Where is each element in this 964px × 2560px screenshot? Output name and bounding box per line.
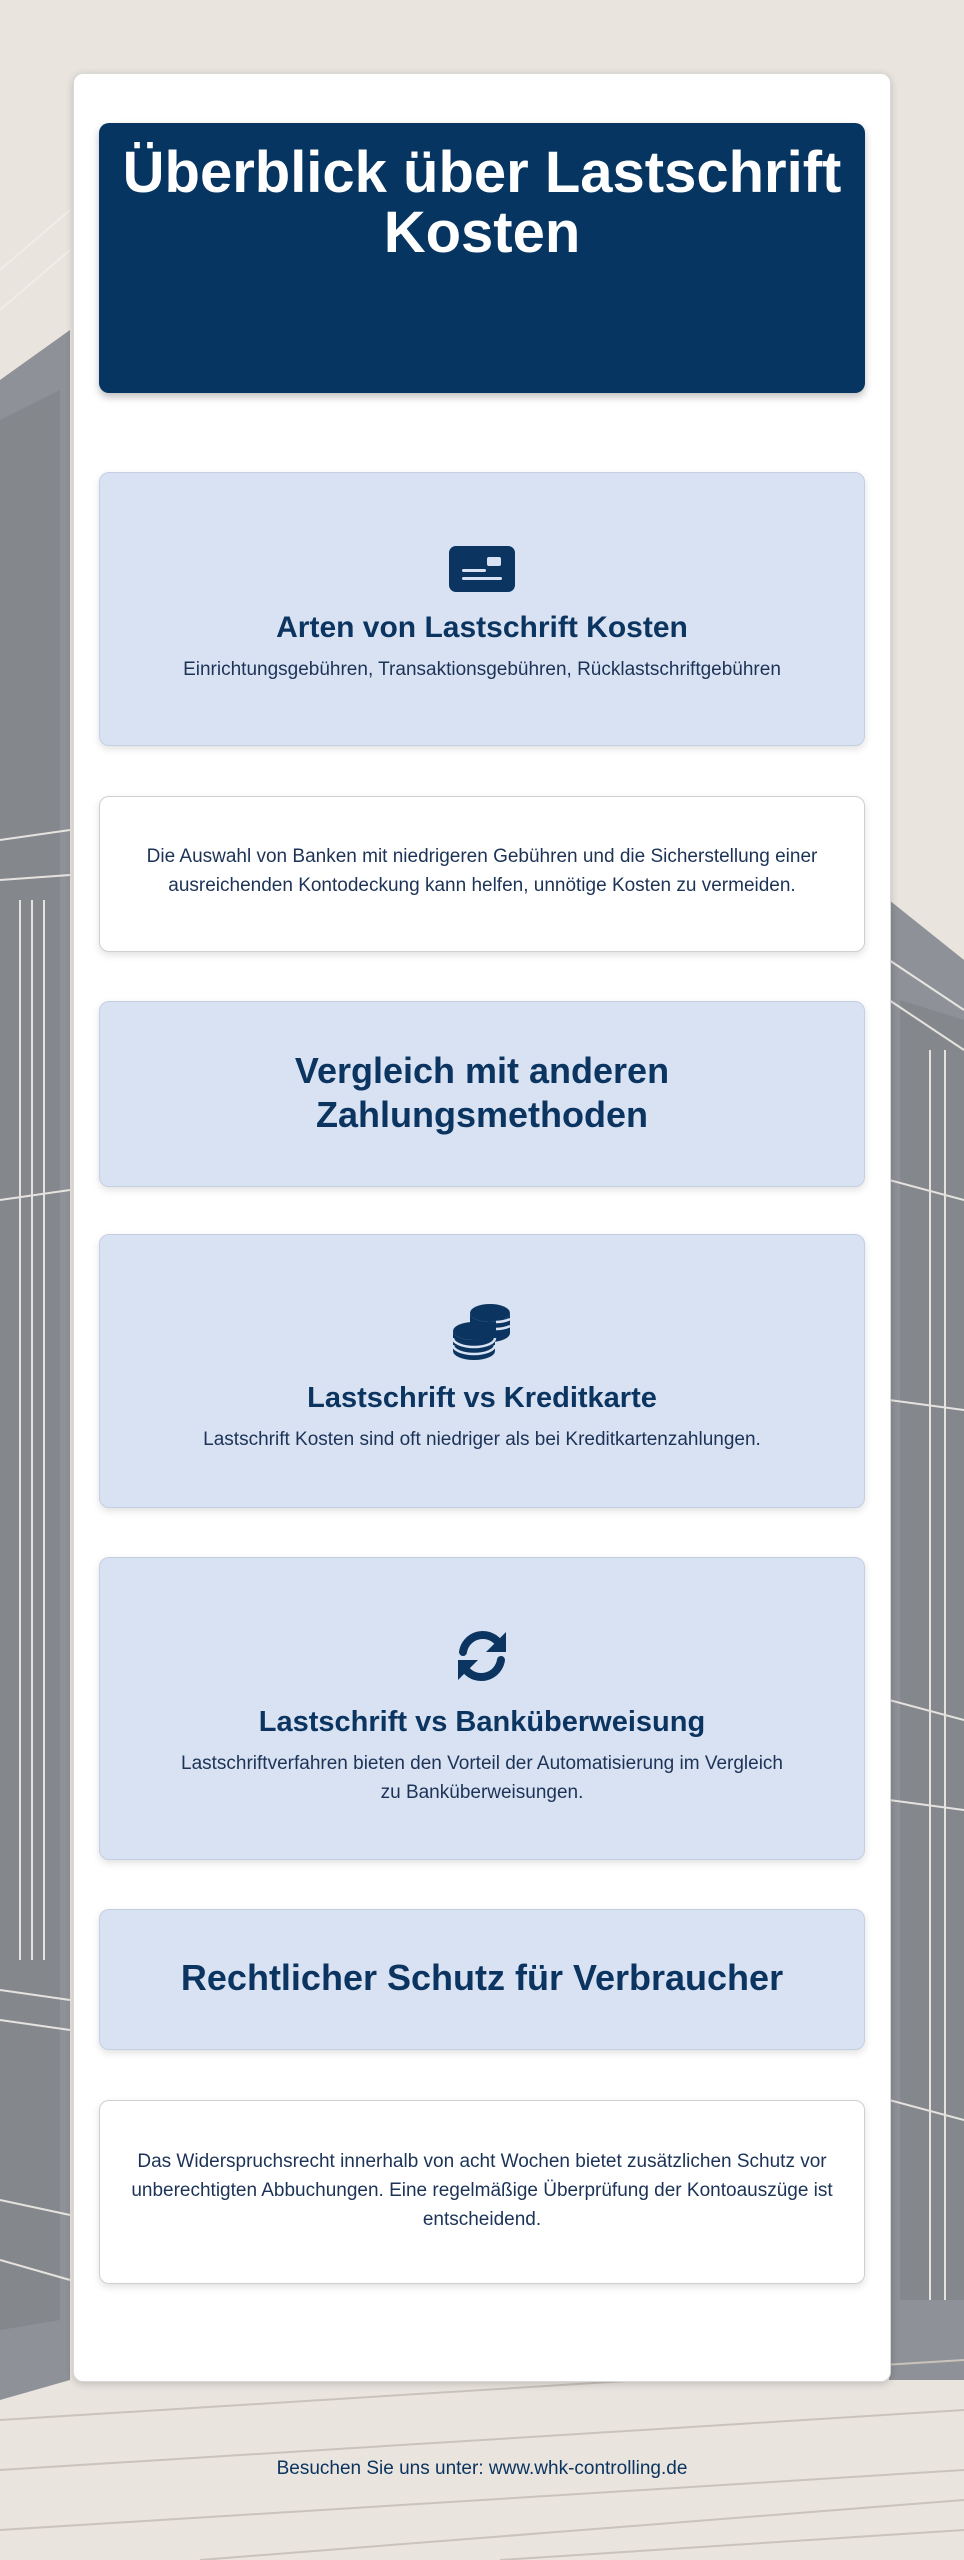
section-text: Lastschriftverfahren bieten den Vorteil der Automatisierung im Vergleich zu Banküberweisungen.: [181, 1753, 783, 1803]
section-legal-heading: [99, 1909, 865, 2050]
section-heading: Rechtlicher Schutz für Verbraucher: [180, 1957, 784, 1998]
section-text: Das Widerspruchsrecht innerhalb von acht Wochen bietet zusätzlichen Schutz vor unberechtigten Abbuchungen. Eine regelmäßige Überprüfung der Kontoauszüge ist entscheidend.: [131, 2151, 833, 2230]
footer-text: Besuchen Sie uns unter: www.whk-controlling.de: [276, 2458, 688, 2479]
section-title: Lastschrift vs Kreditkarte: [307, 1382, 657, 1414]
section-title: Arten von Lastschrift Kosten: [276, 611, 688, 644]
section-legal: [99, 2100, 865, 2284]
section-text: Einrichtungsgebühren, Transaktionsgebühren, Rücklastschriftgebühren: [183, 659, 781, 680]
section-tip: [99, 796, 865, 952]
content-card: [73, 73, 891, 2382]
section-text: Die Auswahl von Banken mit niedrigeren Gebühren und die Sicherstellung einer ausreichenden Kontodeckung kann helfen, unnötige Kosten zu vermeiden.: [146, 846, 818, 896]
section-heading: Vergleich mit anderen Zahlungsmethoden: [294, 1050, 670, 1135]
section-vs-credit-card: [99, 1234, 865, 1508]
section-title: Lastschrift vs Banküberweisung: [258, 1706, 706, 1738]
coins-icon: [452, 1303, 512, 1361]
hero-banner: [99, 123, 865, 393]
sync-icon: [454, 1628, 510, 1684]
id-card-icon: [449, 546, 515, 592]
page-title: Überblick über Lastschrift Kosten: [122, 140, 842, 265]
section-cost-types: [99, 472, 865, 746]
section-vs-bank-transfer: [99, 1557, 865, 1860]
section-text: Lastschrift Kosten sind oft niedriger als bei Kreditkartenzahlungen.: [203, 1429, 761, 1450]
section-compare-heading: [99, 1001, 865, 1187]
